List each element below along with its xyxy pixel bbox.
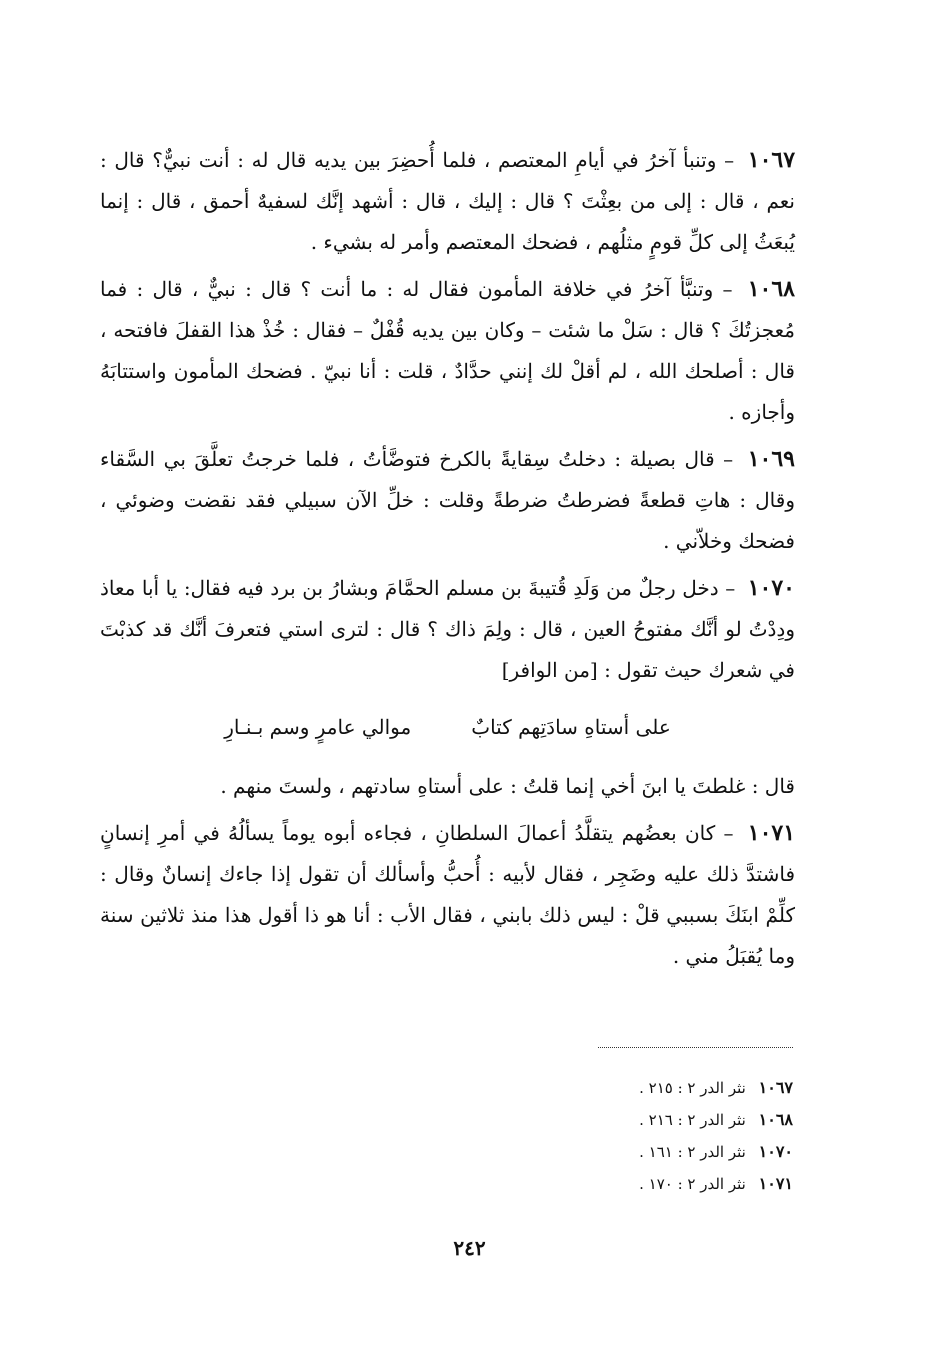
footnote-number: ١٠٦٧	[758, 1078, 793, 1097]
entry-text: – دخل رجلٌ من وَلَدِ قُتيبةَ بن مسلم الحمَّامَ وبشارُ بن برد فيه فقال: يا أبا معاذ ودِدْتُ لو أنَّك مفتوحُ العين ، قال : ولِمَ ذاك ؟ قال : لترى استي فتعرفَ أنَّك قد كذبْتَ في شعرك حيث تقول : [من الوافر]	[100, 576, 795, 682]
footnote-item	[639, 1168, 793, 1200]
entry-1067	[100, 140, 795, 263]
entry-number: ١٠٧١	[747, 820, 796, 846]
entry-text: قال : غلطتَ يا ابنَ أخي إنما قلتُ : على أستاهِ سادتهم ، ولستَ منهم .	[220, 774, 795, 798]
entry-text: – كان بعضُهم يتقلَّدُ أعمالَ السلطانِ ، فجاءه أبوه يوماً يسألُهُ في أمرِ إنسانٍ فاشتدَّ ذلك عليه وضَجِر ، فقال لأبيه : أُحبُّ وأسألك أن تقول إذا جاءك إنسانٌ وقال : كلِّمْ ابنَكَ بسببي قلْ : ليس ذلك بابني ، فقال الأب : أنا هو ذا أقول هذا منذ ثلاثين سنة وما يُقبَلُ مني .	[100, 821, 795, 968]
entry-1068	[100, 269, 795, 433]
footnotes	[639, 1072, 793, 1200]
entry-text: – قال بصيلة : دخلتُ سِقايةً بالكرخ فتوضَّأتُ ، فلما خرجتُ تعلَّقَ بي السَّقاء وقال : هاتِ قطعةً فضرطتُ ضرطةً وقلت : خلِّ الآن سبيلي فقد نقضت وضوئي ، فضحك وخلاّني .	[100, 447, 795, 553]
page-body	[100, 140, 795, 983]
entry-1069	[100, 439, 795, 562]
footnote-item	[639, 1104, 793, 1136]
footnote-text: نثر الدر ٢ : ٢١٦ .	[639, 1111, 746, 1129]
footnote-text: نثر الدر ٢ : ١٧٠ .	[639, 1175, 746, 1193]
footnote-item	[639, 1072, 793, 1104]
footnote-item	[639, 1136, 793, 1168]
entry-number: ١٠٦٧	[747, 147, 796, 173]
entry-number: ١٠٧٠	[747, 575, 795, 601]
entry-number: ١٠٦٨	[747, 276, 795, 302]
verse-second-hemistich: موالي عامرٍ وسم بـنـارِ	[224, 715, 412, 739]
entry-1070	[100, 568, 795, 691]
footnote-text: نثر الدر ٢ : ١٦١ .	[639, 1143, 746, 1161]
poem-verse	[100, 707, 795, 748]
footnote-text: نثر الدر ٢ : ٢١٥ .	[639, 1079, 746, 1097]
footnote-number: ١٠٧٠	[758, 1142, 793, 1161]
footnote-number: ١٠٧١	[758, 1174, 793, 1193]
footnote-number: ١٠٦٨	[758, 1110, 793, 1129]
page-number: ٢٤٢	[453, 1236, 486, 1260]
entry-1070-continuation	[100, 766, 795, 807]
entry-text: – وتنبأ آخرُ في أيامِ المعتصم ، فلما أُحضِرَ بين يديه قال له : أنت نبيٌّ؟ قال : نعم ، قال : إلى من بعِثْتَ ؟ قال : إليك ، قال : أشهد إنَّك لسفيهٌ أحمق ، قال : إنما يُبعَثُ إلى كلِّ قومٍ مثلُهم ، فضحك المعتصم وأمر له بشيء .	[100, 148, 796, 254]
footnote-divider	[598, 1047, 793, 1048]
entry-1071	[100, 813, 795, 977]
entry-number: ١٠٦٩	[747, 446, 795, 472]
entry-text: – وتنبَّأ آخرُ في خلافة المأمون فقال له : ما أنت ؟ قال : نبيٌّ ، قال : فما مُعجزتُكَ ؟ قال : سَلْ ما شئت – وكان بين يديه قُفْلٌ – فقال : خُذْ هذا القفلَ فافتحه ، قال : أصلحك الله ، لم أقلْ لك إنني حدَّادٌ ، قلت : أنا نبيّ . فضحك المأمون واستتابَهُ وأجازه .	[100, 277, 795, 424]
verse-first-hemistich: على أستاهِ سادَتِهم كتابٌ	[471, 715, 671, 739]
